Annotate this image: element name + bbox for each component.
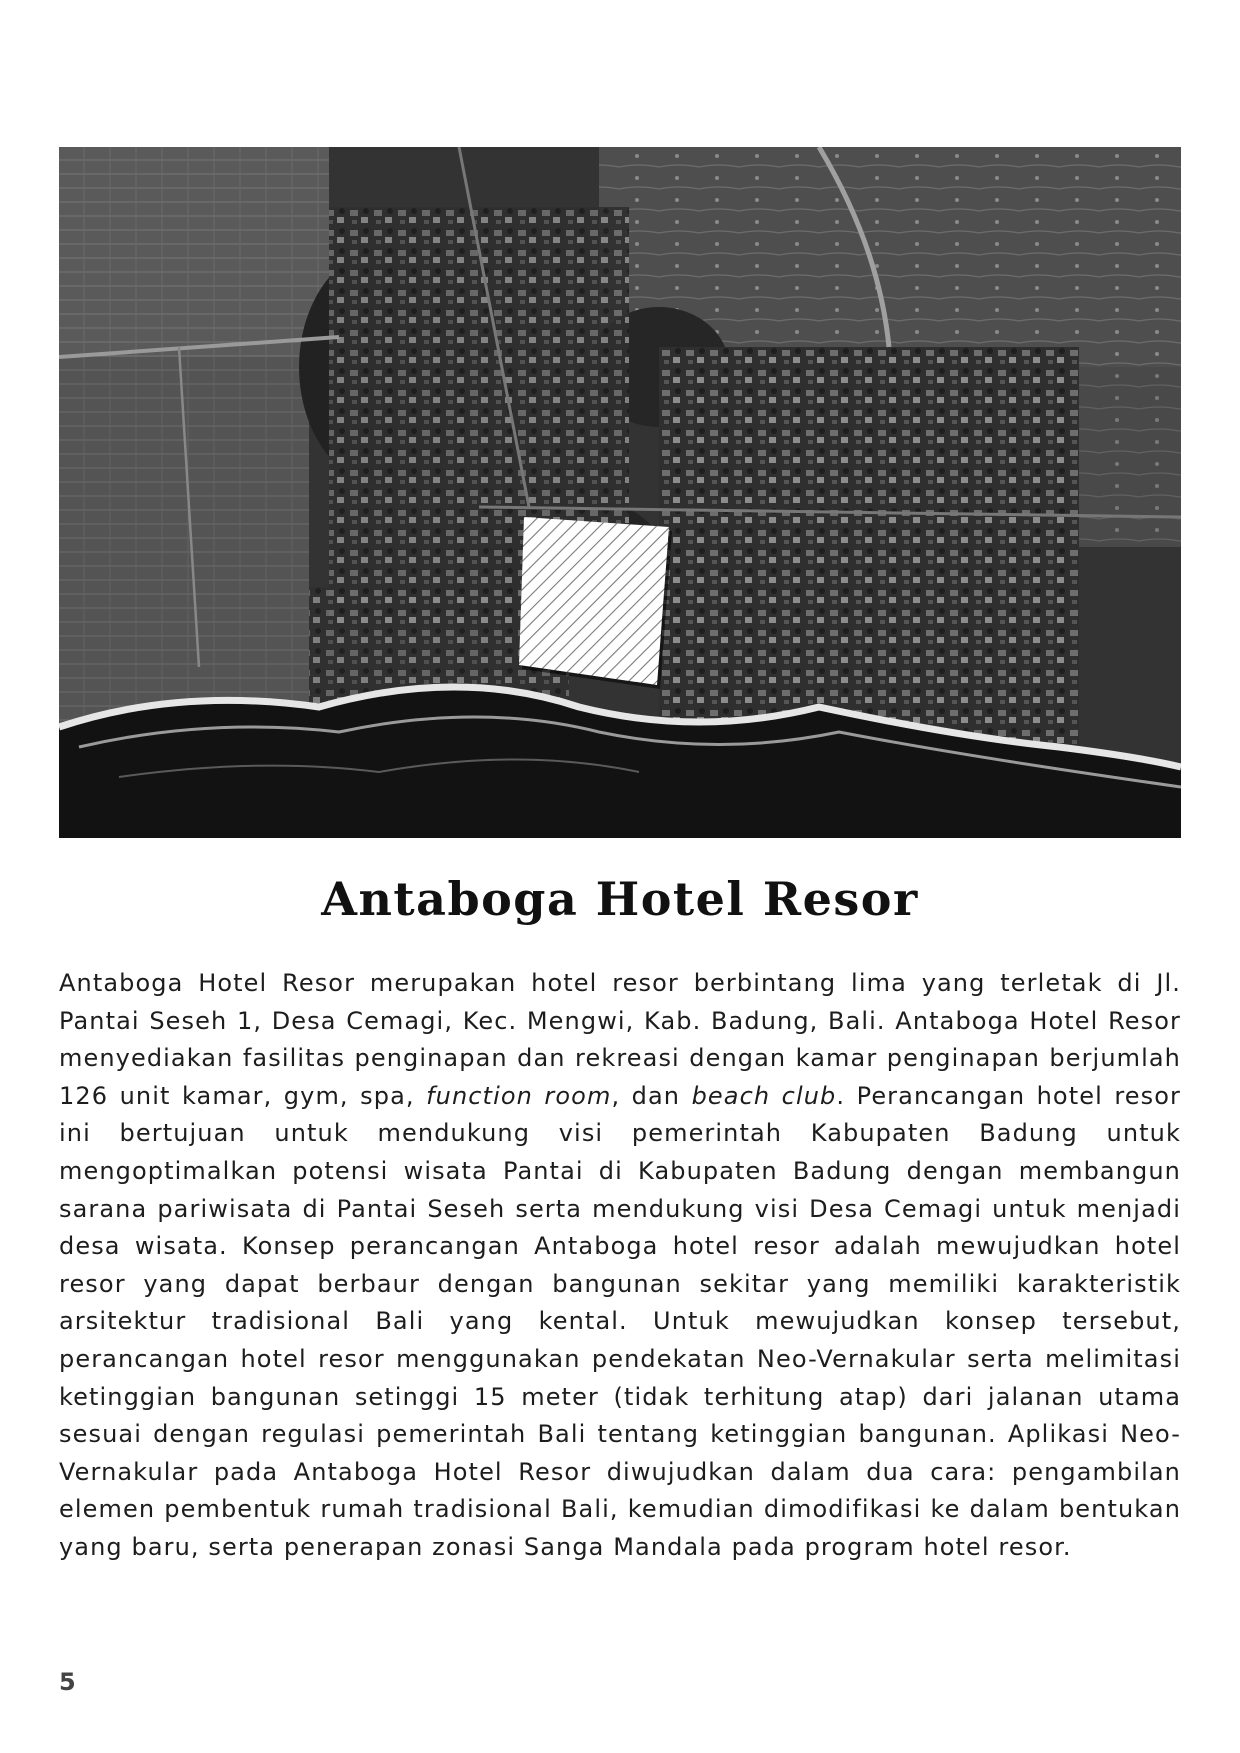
body-text-segment: , dan xyxy=(611,1081,692,1110)
page-number: 5 xyxy=(59,1668,76,1696)
page-title: Antaboga Hotel Resor xyxy=(321,872,919,926)
body-text-italic-term: function room xyxy=(426,1081,612,1110)
aerial-site-map-graphic xyxy=(59,147,1181,838)
body-text-italic-term: beach club xyxy=(691,1081,837,1110)
body-text-segment: . Perancangan hotel resor ini bertujuan untuk mendukung visi pemerintah Kabupaten Badung untuk mengoptimalkan potensi wisata Pantai di Kabupaten Badung dengan membangun sarana pariwisata di Pantai Seseh serta mendukung visi Desa Cemagi untuk menjadi desa wisata. Konsep perancangan Antaboga hotel resor adalah mewujudkan hotel resor yang dapat berbaur dengan bangunan sekitar yang memiliki karakteristik arsitektur tradisional Bali yang kental. Untuk mewujudkan konsep tersebut, perancangan hotel resor menggunakan pendekatan Neo-Vernakular serta melimitasi ketinggian bangunan setinggi 15 meter (tidak terhitung atap) dari jalanan utama sesuai dengan regulasi pemerintah Bali tentang ketinggian bangunan. Aplikasi Neo-Vernakular pada Antaboga Hotel Resor diwujudkan dalam dua cara: pengambilan elemen pembentuk rumah tradisional Bali, kemudian dimodifikasi ke dalam bentukan yang baru, serta penerapan zonasi Sanga Mandala pada program hotel resor. xyxy=(59,1081,1181,1561)
body-text-segment: Antaboga Hotel Resor merupakan hotel resor berbintang lima yang terletak di Jl. Pantai Seseh 1, Desa Cemagi, Kec. Mengwi, Kab. Badung, Bali. Antaboga Hotel Resor menyediakan fasilitas penginapan dan rekreasi dengan kamar penginapan berjumlah 126 unit kamar, gym, spa, xyxy=(59,969,1181,1110)
body-paragraph xyxy=(59,965,1181,1567)
site-boundary xyxy=(519,517,669,685)
aerial-site-map xyxy=(59,147,1181,838)
